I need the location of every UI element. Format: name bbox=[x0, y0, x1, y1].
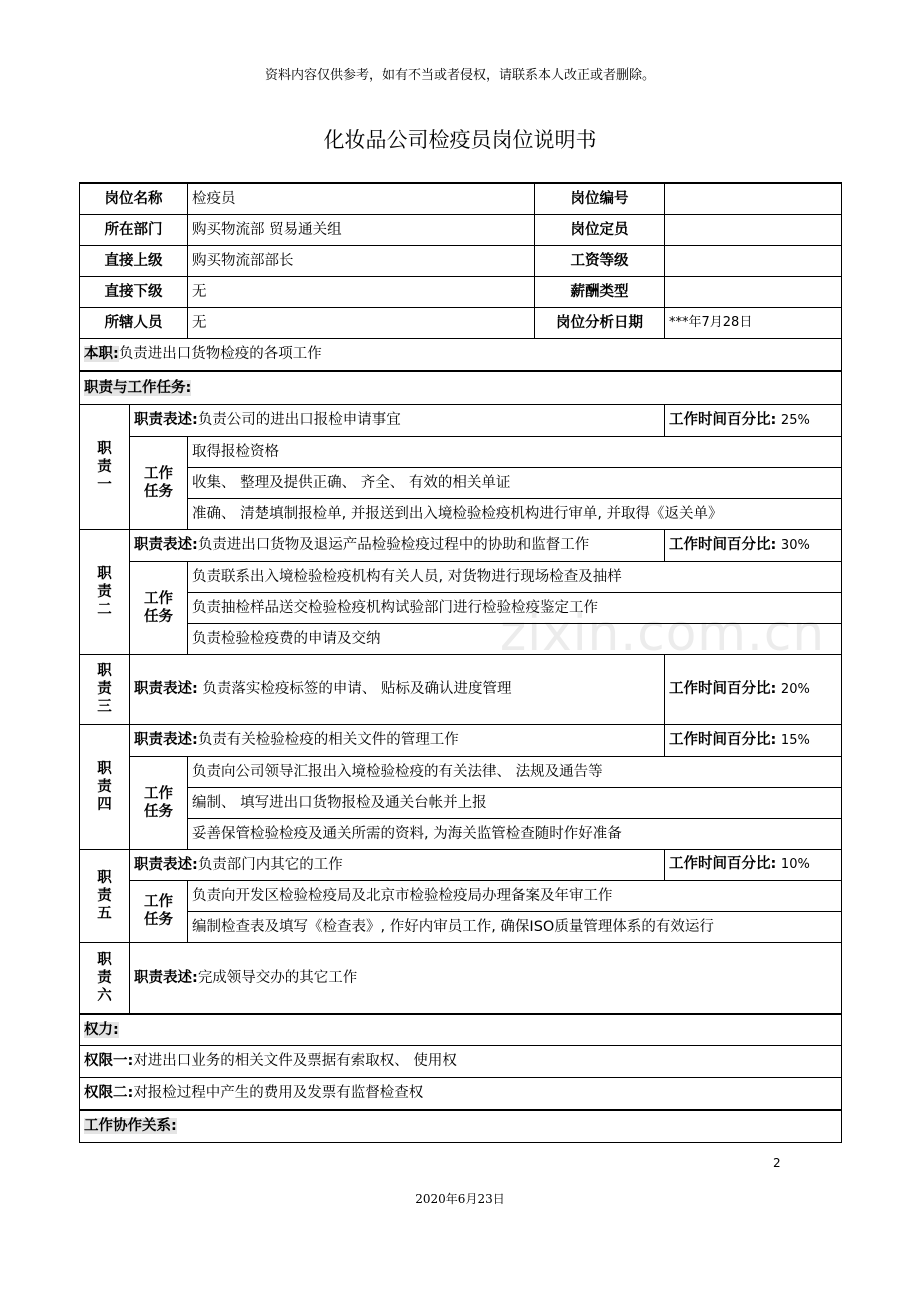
duty-4-tasks-label: 工作 任务 bbox=[130, 756, 188, 849]
duty-5-label: 职 责 五 bbox=[80, 849, 130, 942]
analysis-date-label: 岗位分析日期 bbox=[535, 307, 665, 338]
duty-3-label: 职 责 三 bbox=[80, 654, 130, 724]
task-item: 妥善保管检验检疫及通关所需的资料, 为海关监管检查随时作好准备 bbox=[188, 818, 842, 849]
position-name-label: 岗位名称 bbox=[80, 183, 188, 214]
page-number: 2 bbox=[773, 1156, 781, 1170]
salary-grade-label: 工资等级 bbox=[535, 245, 665, 276]
task-row bbox=[80, 911, 842, 942]
duty-row bbox=[80, 724, 842, 756]
info-row bbox=[80, 307, 842, 338]
watermark: zixin.com.cn bbox=[500, 604, 826, 662]
footer-date: 2020年6月23日 bbox=[415, 1192, 505, 1206]
task-row bbox=[80, 787, 842, 818]
main-duty-label: 本职: bbox=[84, 346, 119, 363]
duty-4-percent: 工作时间百分比: 15% bbox=[665, 724, 842, 756]
duty-row bbox=[80, 942, 842, 1014]
pay-type-label: 薪酬类型 bbox=[535, 276, 665, 307]
duty-4-description: 职责表述:负责有关检验检疫的相关文件的管理工作 bbox=[130, 724, 665, 756]
task-row bbox=[80, 756, 842, 787]
duties-header: 职责与工作任务: bbox=[84, 379, 192, 396]
cooperation-header-row bbox=[80, 1110, 842, 1142]
task-item: 编制、 填写进出口货物报检及通关台帐并上报 bbox=[188, 787, 842, 818]
authority-row bbox=[80, 1077, 842, 1110]
duty-6-description: 职责表述:完成领导交办的其它工作 bbox=[130, 942, 842, 1014]
duty-row bbox=[80, 654, 842, 724]
duty-row bbox=[80, 849, 842, 880]
duty-1-tasks-label: 工作 任务 bbox=[130, 436, 188, 529]
info-row bbox=[80, 183, 842, 214]
headcount-label: 岗位定员 bbox=[535, 214, 665, 245]
duty-2-tasks-label: 工作 任务 bbox=[130, 561, 188, 654]
duty-5-tasks-label: 工作 任务 bbox=[130, 880, 188, 942]
duty-2-description: 职责表述:负责进出口货物及退运产品检验检疫过程中的协助和监督工作 bbox=[130, 529, 665, 561]
salary-grade-value bbox=[665, 245, 842, 276]
task-row bbox=[80, 818, 842, 849]
task-item: 负责向开发区检验检疫局及北京市检验检疫局办理备案及年审工作 bbox=[188, 880, 842, 911]
duty-1-percent: 工作时间百分比: 25% bbox=[665, 404, 842, 436]
duty-1-label: 职 责 一 bbox=[80, 404, 130, 529]
task-item: 负责抽检样品送交检验检疫机构试验部门进行检验检疫鉴定工作 bbox=[188, 592, 842, 623]
authority-row bbox=[80, 1045, 842, 1077]
duty-row bbox=[80, 529, 842, 561]
superior-label: 直接上级 bbox=[80, 245, 188, 276]
duty-6-label: 职 责 六 bbox=[80, 942, 130, 1014]
cooperation-header-cell bbox=[80, 1110, 842, 1142]
cooperation-header: 工作协作关系: bbox=[84, 1118, 177, 1135]
task-item: 准确、 清楚填制报检单, 并报送到出入境检验检疫机构进行审单, 并取得《返关单》 bbox=[188, 498, 842, 529]
task-row bbox=[80, 623, 842, 654]
document-title: 化妆品公司检疫员岗位说明书 bbox=[323, 128, 597, 152]
position-name-value: 检疫员 bbox=[188, 183, 535, 214]
pay-type-value bbox=[665, 276, 842, 307]
subordinate-label: 直接下级 bbox=[80, 276, 188, 307]
authority-item: 权限一:对进出口业务的相关文件及票据有索取权、 使用权 bbox=[80, 1045, 842, 1077]
task-item: 负责检验检疫费的申请及交纳 bbox=[188, 623, 842, 654]
position-no-value bbox=[665, 183, 842, 214]
duty-2-percent: 工作时间百分比: 30% bbox=[665, 529, 842, 561]
authority-item: 权限二:对报检过程中产生的费用及发票有监督检查权 bbox=[80, 1077, 842, 1110]
duty-3-percent: 工作时间百分比: 20% bbox=[665, 654, 842, 724]
department-label: 所在部门 bbox=[80, 214, 188, 245]
duty-row bbox=[80, 404, 842, 436]
task-item: 收集、 整理及提供正确、 齐全、 有效的相关单证 bbox=[188, 467, 842, 498]
duty-5-description: 职责表述:负责部门内其它的工作 bbox=[130, 849, 665, 880]
task-item: 取得报检资格 bbox=[188, 436, 842, 467]
superior-value: 购买物流部部长 bbox=[188, 245, 535, 276]
task-item: 负责向公司领导汇报出入境检验检疫的有关法律、 法规及通告等 bbox=[188, 756, 842, 787]
task-item: 编制检查表及填写《检查表》, 作好内审员工作, 确保ISO质量管理体系的有效运行 bbox=[188, 911, 842, 942]
task-row bbox=[80, 467, 842, 498]
staff-label: 所辖人员 bbox=[80, 307, 188, 338]
job-description-table bbox=[79, 182, 842, 1143]
duty-4-label: 职 责 四 bbox=[80, 724, 130, 849]
department-value: 购买物流部 贸易通关组 bbox=[188, 214, 535, 245]
duties-header-row bbox=[80, 371, 842, 404]
main-duty-row bbox=[80, 338, 842, 371]
staff-value: 无 bbox=[188, 307, 535, 338]
main-duty-text: 负责进出口货物检疫的各项工作 bbox=[118, 346, 322, 363]
duty-5-percent: 工作时间百分比: 10% bbox=[665, 849, 842, 880]
task-row bbox=[80, 592, 842, 623]
authority-header: 权力: bbox=[84, 1021, 119, 1038]
task-item: 负责联系出入境检验检疫机构有关人员, 对货物进行现场检查及抽样 bbox=[188, 561, 842, 592]
duty-3-description: 职责表述: 负责落实检疫标签的申请、 贴标及确认进度管理 bbox=[130, 654, 665, 724]
task-row bbox=[80, 880, 842, 911]
info-row bbox=[80, 214, 842, 245]
position-no-label: 岗位编号 bbox=[535, 183, 665, 214]
header-note: 资料内容仅供参考，如有不当或者侵权，请联系本人改正或者删除。 bbox=[264, 68, 655, 83]
analysis-date-value: ***年7月28日 bbox=[665, 307, 842, 338]
task-row bbox=[80, 436, 842, 467]
subordinate-value: 无 bbox=[188, 276, 535, 307]
authority-header-cell bbox=[80, 1014, 842, 1045]
duty-2-label: 职 责 二 bbox=[80, 529, 130, 654]
headcount-value bbox=[665, 214, 842, 245]
duties-header-cell bbox=[80, 371, 842, 404]
main-duty-cell bbox=[80, 338, 842, 371]
info-row bbox=[80, 245, 842, 276]
duty-1-description: 职责表述:负责公司的进出口报检申请事宜 bbox=[130, 404, 665, 436]
authority-header-row bbox=[80, 1014, 842, 1045]
task-row bbox=[80, 561, 842, 592]
task-row bbox=[80, 498, 842, 529]
info-row bbox=[80, 276, 842, 307]
